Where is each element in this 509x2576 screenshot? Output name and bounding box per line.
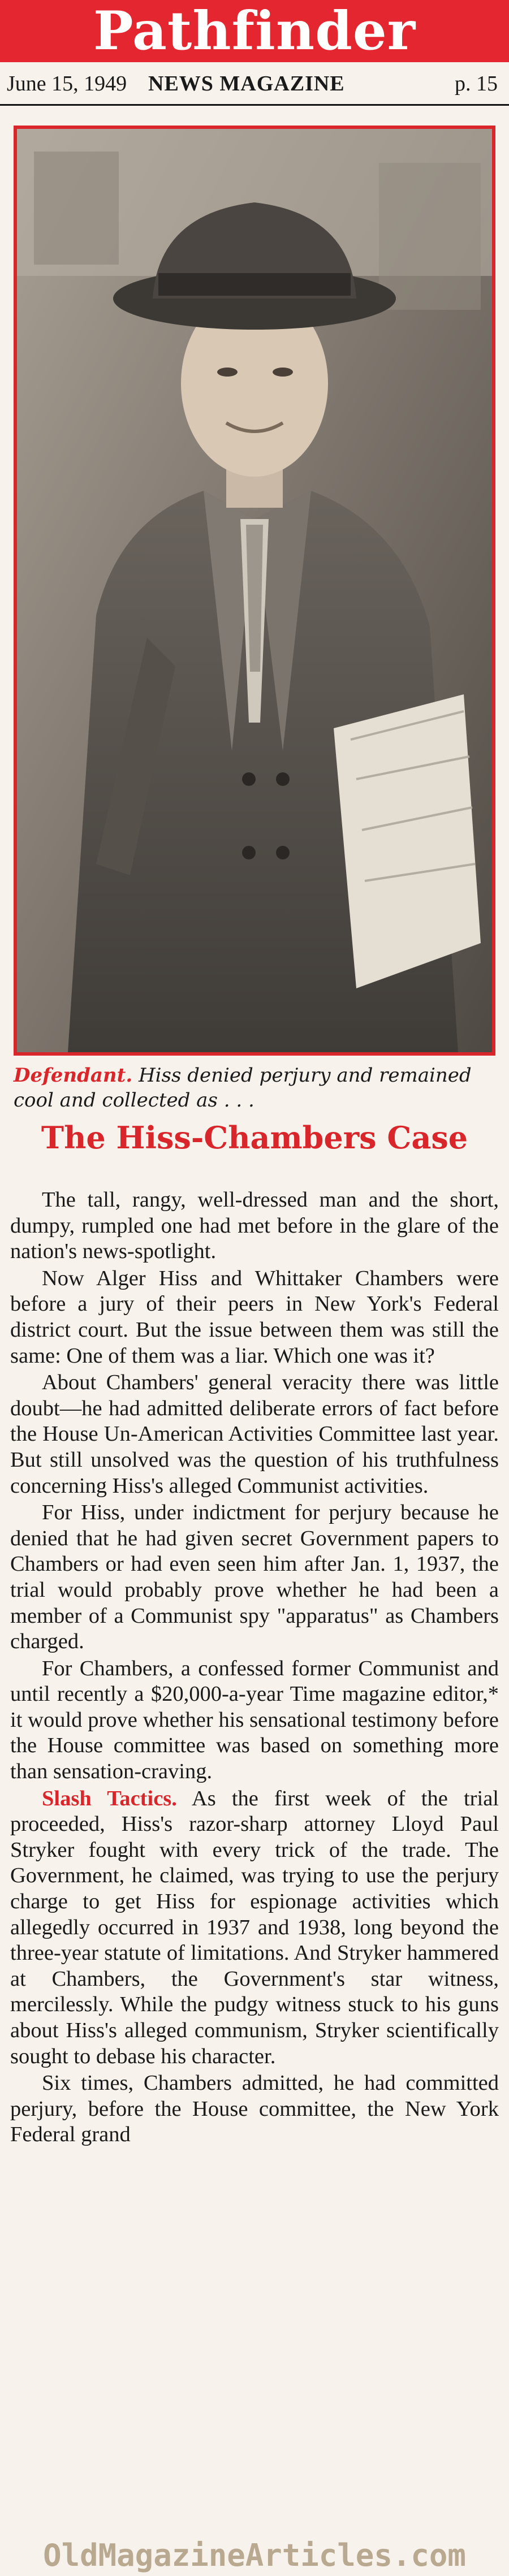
- dateline: [0, 63, 509, 106]
- slash-text: As the first week of the trial proceeded, Hiss's razor-sharp attorney Lloyd Paul Stryker fought with every trick of the trade. The Government, he claimed, was trying to use the perjury charge to get Hiss for espionage activities which allegedly occurred in 1937 and 1938, long beyond the three-year statute of limitations. And Stryker hammered at Chambers, the Government's star witness, mercilessly. While the pudgy witness stuck to his guns about Hiss's alleged communism, Stryker scientifically sought to debase his character.: [10, 1786, 499, 2068]
- article-headline: The Hiss-Chambers Case: [41, 1120, 468, 1156]
- article-paragraph: Now Alger Hiss and Whittaker Chambers were before a jury of their peers in New York's Federal district court. But the issue between them was still the same: One of them was a liar. Which one was it?: [10, 1266, 499, 1368]
- page-number: p. 15: [455, 72, 498, 96]
- subhead-slash-tactics: Slash Tactics.: [42, 1786, 177, 1810]
- article-body: [10, 1187, 499, 2149]
- photo-illustration: [17, 129, 492, 1052]
- issue-date: June 15, 1949: [7, 72, 127, 96]
- photo-caption: [14, 1063, 495, 1113]
- masthead: [0, 0, 509, 62]
- article-paragraph-slash: [10, 1786, 499, 2070]
- magazine-label: NEWS MAGAZINE: [148, 72, 345, 96]
- defendant-photo: [14, 126, 495, 1056]
- masthead-title: Pathfinder: [93, 0, 416, 62]
- caption-text: Hiss denied perjury and remained cool and collected as . . .: [14, 1064, 472, 1112]
- caption-lead: Defendant.: [14, 1064, 133, 1087]
- watermark-footer[interactable]: OldMagazineArticles.com: [0, 2535, 509, 2576]
- article-paragraph: Six times, Chambers admitted, he had committed perjury, before the House committee, the New York Federal grand: [10, 2071, 499, 2147]
- article-paragraph: For Hiss, under indictment for perjury because he denied that he had given secret Government papers to Chambers or had even seen him after Jan. 1, 1937, the trial would probably prove whether he had been a member of a Communist spy "apparatus" as Chambers charged.: [10, 1501, 499, 1654]
- article-paragraph: The tall, rangy, well-dressed man and the short, dumpy, rumpled one had met before in the glare of the nation's news-spotlight.: [10, 1188, 499, 1264]
- article-paragraph: About Chambers' general veracity there was little doubt—he had admitted deliberate errors of fact before the House Un-American Activities Committee last year. But still unsolved was the question of his truthfulness concerning Hiss's alleged Communist activities.: [10, 1371, 499, 1498]
- article-paragraph: For Chambers, a confessed former Communist and until recently a $20,000-a-year Time magazine editor,* it would prove whether his sensational testimony before the House committee was based on something more than sensation-craving.: [10, 1656, 499, 1784]
